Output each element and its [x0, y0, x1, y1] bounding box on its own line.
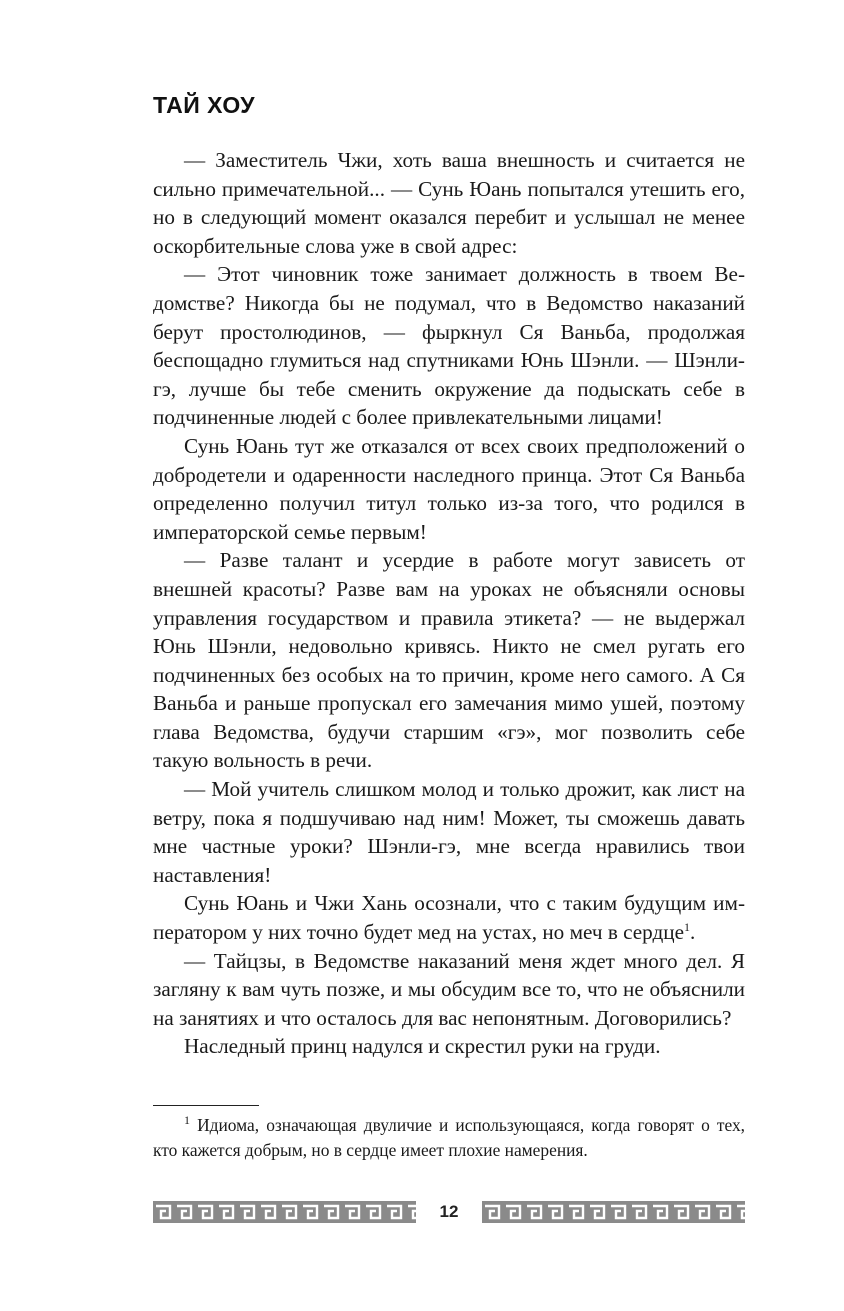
footnote-reference: 1 [684, 919, 691, 934]
paragraph-8: Наследный принц надулся и скрестил руки на груди. [184, 1034, 661, 1059]
meander-ornament-left [153, 1201, 416, 1223]
page-footer [153, 1199, 745, 1225]
paragraph-6-text: Сунь Юань и Чжи Хань осознали, что с таким будущим императором у них точно будет мед на устах, но меч в сердце [153, 891, 745, 945]
footnote-divider [153, 1105, 259, 1106]
paragraph-5: — Мой учитель слишком молод и только дрожит, как лист на ветру, пока я подшучиваю над ним! Может, ты сможешь давать мне частные уроки? Шэнли-гэ, мне всегда нравились твои наставления! [153, 777, 745, 887]
paragraph-6 [153, 889, 745, 946]
meander-ornament-right [482, 1201, 745, 1223]
paragraph-1: — Заместитель Чжи, хоть ваша внешность и считается не сильно примечательной... — Сунь Юань попытался утешить его, но в следующий момент оказался перебит и услышал не менее оскорбительные слова уже в свой адрес: [153, 148, 745, 258]
running-title: ТАЙ ХОУ [153, 92, 256, 118]
main-text [153, 146, 745, 1061]
page-number: 12 [439, 1202, 459, 1221]
paragraph-7: — Тайцзы, в Ведомстве наказаний меня ждет много дел. Я загляну к вам чуть позже, и мы обсудим все то, что не объяснили на занятиях и что осталось для вас непонятным. Договорились? [153, 948, 745, 1030]
paragraph-6-end: . [690, 920, 696, 945]
paragraph-4: — Разве талант и усердие в работе могут зависеть от внешней красоты? Разве вам на уроках не объясняли основы управления государством и правила этикета? — не выдержал Юнь Шэнли, недовольно кривясь. Никто не смел ругать его подчиненных без особых на то причин, кроме него самого. А Ся Ваньба и раньше пропускал его замечания мимо ушей, поэтому глава Ведомства, будучи старшим «гэ», мог позволить себе такую вольность в речи. [153, 548, 745, 773]
paragraph-2: — Этот чиновник тоже занимает должность в твоем Ведомстве? Никогда бы не подумал, что в Ведомство наказаний берут простолюдинов, — фыркнул Ся Ваньба, продолжая беспощадно глумиться над спутниками Юнь Шэнли. — Шэнли-гэ, лучше бы тебе сменить окружение да подыскать себе в подчиненные людей с более привлекательными лицами! [153, 262, 745, 430]
footnote [153, 1113, 745, 1163]
footnote-marker: 1 [184, 1113, 190, 1128]
paragraph-3: Сунь Юань тут же отказался от всех своих предположений о добродетели и одаренности наследного принца. Этот Ся Ваньба определенно получил титул только из-за того, что родился в императорской семье первым! [153, 433, 745, 544]
footnote-text: Идиома, означающая двуличие и использующаяся, когда говорят о тех, кто кажется добрым, но в сердце имеет плохие намерения. [153, 1115, 745, 1160]
